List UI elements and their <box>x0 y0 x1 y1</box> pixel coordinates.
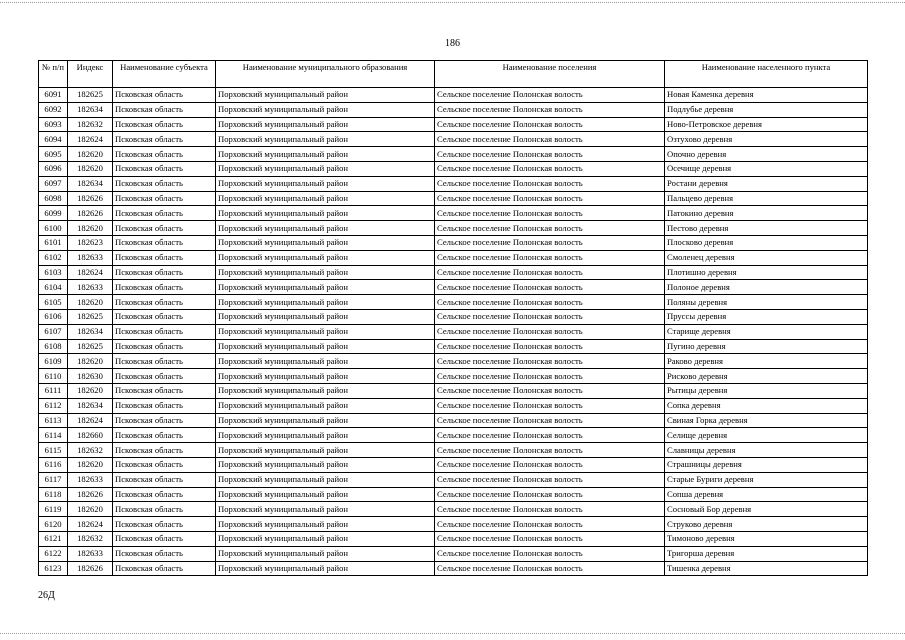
subject-cell: Псковская область <box>113 147 216 162</box>
postal-index-cell: 182620 <box>68 147 113 162</box>
settlement-cell: Сельское поселение Полонская волость <box>435 206 665 221</box>
table-row <box>39 235 868 250</box>
subject-cell: Псковская область <box>113 324 216 339</box>
subject-cell: Псковская область <box>113 221 216 236</box>
postal-index-cell: 182633 <box>68 472 113 487</box>
row-number-cell: 6113 <box>39 413 68 428</box>
table-row <box>39 265 868 280</box>
municipality-cell: Порховский муниципальный район <box>216 443 435 458</box>
municipality-cell: Порховский муниципальный район <box>216 413 435 428</box>
subject-cell: Псковская область <box>113 265 216 280</box>
postal-index-cell: 182623 <box>68 235 113 250</box>
scan-edge-top <box>0 2 905 3</box>
subject-cell: Псковская область <box>113 517 216 532</box>
postal-index-cell: 182620 <box>68 457 113 472</box>
locality-cell: Сосновый Бор деревня <box>665 502 868 517</box>
municipality-cell: Порховский муниципальный район <box>216 502 435 517</box>
settlement-cell: Сельское поселение Полонская волость <box>435 369 665 384</box>
table-row <box>39 546 868 561</box>
table-row <box>39 295 868 310</box>
row-number-cell: 6110 <box>39 369 68 384</box>
municipality-cell: Порховский муниципальный район <box>216 531 435 546</box>
locality-cell: Тишенка деревня <box>665 561 868 576</box>
subject-cell: Псковская область <box>113 117 216 132</box>
subject-cell: Псковская область <box>113 339 216 354</box>
table-row <box>39 161 868 176</box>
municipality-cell: Порховский муниципальный район <box>216 546 435 561</box>
settlement-cell: Сельское поселение Полонская волость <box>435 487 665 502</box>
postal-index-cell: 182620 <box>68 295 113 310</box>
settlement-cell: Сельское поселение Полонская волость <box>435 221 665 236</box>
table-row <box>39 176 868 191</box>
row-number-cell: 6100 <box>39 221 68 236</box>
postal-index-cell: 182620 <box>68 354 113 369</box>
table-row <box>39 502 868 517</box>
locality-cell: Раково деревня <box>665 354 868 369</box>
postal-index-cell: 182626 <box>68 191 113 206</box>
settlement-cell: Сельское поселение Полонская волость <box>435 88 665 103</box>
settlement-cell: Сельское поселение Полонская волость <box>435 457 665 472</box>
locality-cell: Подлубье деревня <box>665 102 868 117</box>
settlement-cell: Сельское поселение Полонская волость <box>435 472 665 487</box>
row-number-cell: 6092 <box>39 102 68 117</box>
subject-cell: Псковская область <box>113 88 216 103</box>
postal-index-cell: 182625 <box>68 309 113 324</box>
table-row <box>39 398 868 413</box>
municipality-cell: Порховский муниципальный район <box>216 472 435 487</box>
postal-index-cell: 182625 <box>68 88 113 103</box>
row-number-cell: 6102 <box>39 250 68 265</box>
settlement-cell: Сельское поселение Полонская волость <box>435 147 665 162</box>
row-number-cell: 6114 <box>39 428 68 443</box>
settlement-cell: Сельское поселение Полонская волость <box>435 309 665 324</box>
subject-cell: Псковская область <box>113 309 216 324</box>
municipality-cell: Порховский муниципальный район <box>216 354 435 369</box>
locality-cell: Сопка деревня <box>665 398 868 413</box>
settlement-cell: Сельское поселение Полонская волость <box>435 191 665 206</box>
locality-cell: Озтухово деревня <box>665 132 868 147</box>
municipality-cell: Порховский муниципальный район <box>216 132 435 147</box>
locality-cell: Ново-Петровское деревня <box>665 117 868 132</box>
locality-cell: Страшницы деревня <box>665 457 868 472</box>
municipality-cell: Порховский муниципальный район <box>216 339 435 354</box>
settlement-cell: Сельское поселение Полонская волость <box>435 502 665 517</box>
locality-cell: Новая Каменка деревня <box>665 88 868 103</box>
municipality-cell: Порховский муниципальный район <box>216 383 435 398</box>
row-number-cell: 6106 <box>39 309 68 324</box>
postal-index-cell: 182626 <box>68 206 113 221</box>
table-header-row <box>39 61 868 88</box>
row-number-cell: 6099 <box>39 206 68 221</box>
row-number-cell: 6097 <box>39 176 68 191</box>
row-number-cell: 6111 <box>39 383 68 398</box>
postal-index-cell: 182632 <box>68 117 113 132</box>
postal-index-cell: 182625 <box>68 339 113 354</box>
subject-cell: Псковская область <box>113 235 216 250</box>
locality-cell: Старище деревня <box>665 324 868 339</box>
postal-index-cell: 182624 <box>68 517 113 532</box>
subject-cell: Псковская область <box>113 472 216 487</box>
subject-cell: Псковская область <box>113 206 216 221</box>
locality-cell: Плотишно деревня <box>665 265 868 280</box>
table-row <box>39 369 868 384</box>
table-row <box>39 339 868 354</box>
settlement-cell: Сельское поселение Полонская волость <box>435 132 665 147</box>
municipality-cell: Порховский муниципальный район <box>216 280 435 295</box>
table-row <box>39 324 868 339</box>
row-number-cell: 6101 <box>39 235 68 250</box>
municipality-cell: Порховский муниципальный район <box>216 369 435 384</box>
municipality-cell: Порховский муниципальный район <box>216 324 435 339</box>
locality-cell: Осечище деревня <box>665 161 868 176</box>
scan-edge-bottom <box>0 633 905 634</box>
row-number-cell: 6118 <box>39 487 68 502</box>
table-row <box>39 472 868 487</box>
subject-cell: Псковская область <box>113 443 216 458</box>
locality-cell: Смоленец деревня <box>665 250 868 265</box>
settlement-cell: Сельское поселение Полонская волость <box>435 117 665 132</box>
footer-code: 26Д <box>38 590 55 601</box>
postal-index-cell: 182632 <box>68 531 113 546</box>
table-row <box>39 280 868 295</box>
table-body <box>39 88 868 576</box>
table-row <box>39 117 868 132</box>
settlement-cell: Сельское поселение Полонская волость <box>435 561 665 576</box>
header-index: Индекс <box>68 61 113 88</box>
table-row <box>39 354 868 369</box>
postal-index-cell: 182634 <box>68 102 113 117</box>
header-locality: Наименование населенного пункта <box>665 61 868 88</box>
row-number-cell: 6094 <box>39 132 68 147</box>
settlement-cell: Сельское поселение Полонская волость <box>435 354 665 369</box>
locality-cell: Пруссы деревня <box>665 309 868 324</box>
subject-cell: Псковская область <box>113 102 216 117</box>
municipality-cell: Порховский муниципальный район <box>216 265 435 280</box>
municipality-cell: Порховский муниципальный район <box>216 221 435 236</box>
row-number-cell: 6116 <box>39 457 68 472</box>
subject-cell: Псковская область <box>113 413 216 428</box>
settlement-cell: Сельское поселение Полонская волость <box>435 339 665 354</box>
table-row <box>39 309 868 324</box>
postal-index-cell: 182620 <box>68 161 113 176</box>
subject-cell: Псковская область <box>113 369 216 384</box>
subject-cell: Псковская область <box>113 487 216 502</box>
municipality-cell: Порховский муниципальный район <box>216 309 435 324</box>
municipality-cell: Порховский муниципальный район <box>216 517 435 532</box>
locality-cell: Рисково деревня <box>665 369 868 384</box>
locality-cell: Рытицы деревня <box>665 383 868 398</box>
table-row <box>39 132 868 147</box>
municipality-cell: Порховский муниципальный район <box>216 295 435 310</box>
page-number: 186 <box>445 38 460 49</box>
row-number-cell: 6119 <box>39 502 68 517</box>
postal-index-cell: 182626 <box>68 561 113 576</box>
postal-index-cell: 182632 <box>68 443 113 458</box>
settlement-cell: Сельское поселение Полонская волость <box>435 413 665 428</box>
postal-index-cell: 182630 <box>68 369 113 384</box>
subject-cell: Псковская область <box>113 561 216 576</box>
subject-cell: Псковская область <box>113 546 216 561</box>
locality-cell: Тригорша деревня <box>665 546 868 561</box>
subject-cell: Псковская область <box>113 502 216 517</box>
municipality-cell: Порховский муниципальный район <box>216 117 435 132</box>
row-number-cell: 6091 <box>39 88 68 103</box>
settlement-cell: Сельское поселение Полонская волость <box>435 324 665 339</box>
header-number: № п/п <box>39 61 68 88</box>
header-municipality: Наименование муниципального образования <box>216 61 435 88</box>
row-number-cell: 6112 <box>39 398 68 413</box>
settlement-cell: Сельское поселение Полонская волость <box>435 383 665 398</box>
row-number-cell: 6115 <box>39 443 68 458</box>
table-row <box>39 221 868 236</box>
municipality-cell: Порховский муниципальный район <box>216 206 435 221</box>
header-settlement: Наименование поселения <box>435 61 665 88</box>
settlement-cell: Сельское поселение Полонская волость <box>435 531 665 546</box>
postal-index-cell: 182634 <box>68 398 113 413</box>
settlements-table <box>38 60 868 576</box>
municipality-cell: Порховский муниципальный район <box>216 191 435 206</box>
table-row <box>39 413 868 428</box>
postal-index-cell: 182633 <box>68 250 113 265</box>
postal-index-cell: 182624 <box>68 413 113 428</box>
postal-index-cell: 182633 <box>68 546 113 561</box>
locality-cell: Славницы деревня <box>665 443 868 458</box>
municipality-cell: Порховский муниципальный район <box>216 250 435 265</box>
subject-cell: Псковская область <box>113 428 216 443</box>
locality-cell: Поляны деревня <box>665 295 868 310</box>
row-number-cell: 6109 <box>39 354 68 369</box>
subject-cell: Псковская область <box>113 295 216 310</box>
municipality-cell: Порховский муниципальный район <box>216 161 435 176</box>
subject-cell: Псковская область <box>113 354 216 369</box>
settlement-cell: Сельское поселение Полонская волость <box>435 235 665 250</box>
settlement-cell: Сельское поселение Полонская волость <box>435 176 665 191</box>
locality-cell: Плосково деревня <box>665 235 868 250</box>
table-row <box>39 457 868 472</box>
postal-index-cell: 182624 <box>68 132 113 147</box>
municipality-cell: Порховский муниципальный район <box>216 561 435 576</box>
row-number-cell: 6103 <box>39 265 68 280</box>
settlement-cell: Сельское поселение Полонская волость <box>435 280 665 295</box>
postal-index-cell: 182620 <box>68 383 113 398</box>
locality-cell: Опочно деревня <box>665 147 868 162</box>
row-number-cell: 6120 <box>39 517 68 532</box>
subject-cell: Псковская область <box>113 383 216 398</box>
locality-cell: Свиная Горка деревня <box>665 413 868 428</box>
postal-index-cell: 182634 <box>68 324 113 339</box>
postal-index-cell: 182624 <box>68 265 113 280</box>
postal-index-cell: 182660 <box>68 428 113 443</box>
locality-cell: Патокино деревня <box>665 206 868 221</box>
subject-cell: Псковская область <box>113 457 216 472</box>
municipality-cell: Порховский муниципальный район <box>216 102 435 117</box>
table-row <box>39 531 868 546</box>
row-number-cell: 6095 <box>39 147 68 162</box>
municipality-cell: Порховский муниципальный район <box>216 428 435 443</box>
subject-cell: Псковская область <box>113 176 216 191</box>
locality-cell: Ростани деревня <box>665 176 868 191</box>
settlement-cell: Сельское поселение Полонская волость <box>435 250 665 265</box>
row-number-cell: 6108 <box>39 339 68 354</box>
table-row <box>39 206 868 221</box>
municipality-cell: Порховский муниципальный район <box>216 487 435 502</box>
settlement-cell: Сельское поселение Полонская волость <box>435 265 665 280</box>
row-number-cell: 6122 <box>39 546 68 561</box>
settlement-cell: Сельское поселение Полонская волость <box>435 295 665 310</box>
header-subject: Наименование субъекта <box>113 61 216 88</box>
municipality-cell: Порховский муниципальный район <box>216 457 435 472</box>
postal-index-cell: 182620 <box>68 221 113 236</box>
settlement-cell: Сельское поселение Полонская волость <box>435 428 665 443</box>
subject-cell: Псковская область <box>113 132 216 147</box>
subject-cell: Псковская область <box>113 280 216 295</box>
table-row <box>39 102 868 117</box>
municipality-cell: Порховский муниципальный район <box>216 235 435 250</box>
municipality-cell: Порховский муниципальный район <box>216 398 435 413</box>
table-row <box>39 443 868 458</box>
settlement-cell: Сельское поселение Полонская волость <box>435 517 665 532</box>
locality-cell: Струково деревня <box>665 517 868 532</box>
subject-cell: Псковская область <box>113 161 216 176</box>
locality-cell: Пальцево деревня <box>665 191 868 206</box>
table-row <box>39 250 868 265</box>
postal-index-cell: 182626 <box>68 487 113 502</box>
row-number-cell: 6121 <box>39 531 68 546</box>
row-number-cell: 6104 <box>39 280 68 295</box>
postal-index-cell: 182634 <box>68 176 113 191</box>
municipality-cell: Порховский муниципальный район <box>216 88 435 103</box>
subject-cell: Псковская область <box>113 191 216 206</box>
municipality-cell: Порховский муниципальный район <box>216 176 435 191</box>
row-number-cell: 6123 <box>39 561 68 576</box>
table-row <box>39 428 868 443</box>
settlement-cell: Сельское поселение Полонская волость <box>435 102 665 117</box>
postal-index-cell: 182633 <box>68 280 113 295</box>
locality-cell: Тимоново деревня <box>665 531 868 546</box>
row-number-cell: 6098 <box>39 191 68 206</box>
subject-cell: Псковская область <box>113 531 216 546</box>
settlement-cell: Сельское поселение Полонская волость <box>435 161 665 176</box>
postal-index-cell: 182620 <box>68 502 113 517</box>
subject-cell: Псковская область <box>113 398 216 413</box>
settlement-cell: Сельское поселение Полонская волость <box>435 546 665 561</box>
municipality-cell: Порховский муниципальный район <box>216 147 435 162</box>
locality-cell: Селище деревня <box>665 428 868 443</box>
locality-cell: Пестово деревня <box>665 221 868 236</box>
table-row <box>39 561 868 576</box>
locality-cell: Старые Буриги деревня <box>665 472 868 487</box>
table-row <box>39 487 868 502</box>
row-number-cell: 6117 <box>39 472 68 487</box>
locality-cell: Сопша деревня <box>665 487 868 502</box>
settlement-cell: Сельское поселение Полонская волость <box>435 398 665 413</box>
row-number-cell: 6096 <box>39 161 68 176</box>
table-row <box>39 147 868 162</box>
table-row <box>39 191 868 206</box>
table-row <box>39 88 868 103</box>
locality-cell: Полоное деревня <box>665 280 868 295</box>
row-number-cell: 6105 <box>39 295 68 310</box>
table-row <box>39 383 868 398</box>
subject-cell: Псковская область <box>113 250 216 265</box>
locality-cell: Пугино деревня <box>665 339 868 354</box>
table-row <box>39 517 868 532</box>
row-number-cell: 6093 <box>39 117 68 132</box>
row-number-cell: 6107 <box>39 324 68 339</box>
settlement-cell: Сельское поселение Полонская волость <box>435 443 665 458</box>
